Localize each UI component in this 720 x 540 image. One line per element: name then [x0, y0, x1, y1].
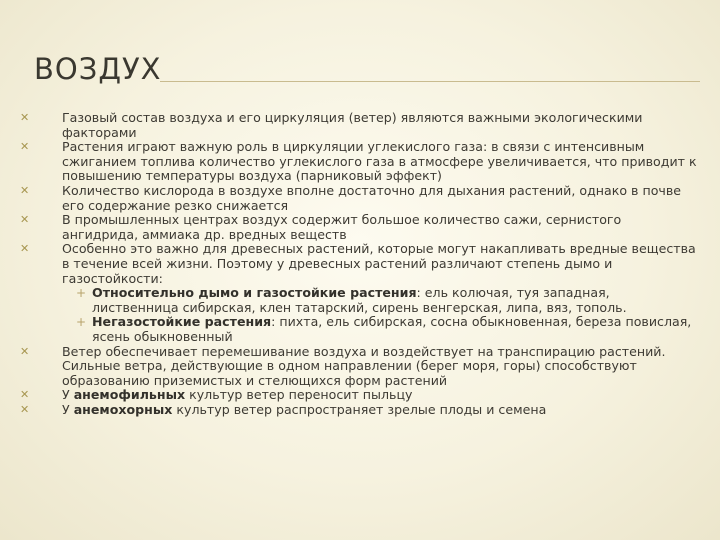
plus-bullet-icon: + [76, 286, 87, 301]
list-item-text: Газовый состав воздуха и его циркуляция (ветер) являются важными экологическими факторами [62, 110, 643, 140]
slide-title: ВОЗДУХ [34, 52, 162, 86]
list-item [20, 140, 700, 184]
list-item-prefix: У [62, 401, 74, 417]
list-item-text: Растения играют важную роль в циркуляции углекислого газа: в связи с интенсивным сжиганием топлива количество углекислого газа в атмосфере увеличивается, что приводит к повышению температуры воздуха (парниковый эффект) [62, 139, 697, 184]
list-item-text: Ветер обеспечивает перемешивание воздуха и воздействует на транспирацию растений. Сильные ветра, действующие в одном направлении (берег моря, горы) способствуют образованию приземистых и стелющихся форм растений [62, 343, 666, 388]
list-item-text: Количество кислорода в воздухе вполне достаточно для дыхания растений, однако в почве его содержание резко снижается [62, 182, 682, 213]
sub-item-text: : пихта, ель сибирская, сосна обыкновенная, береза повислая, ясень обыкновенный [92, 314, 692, 344]
list-item-text: Особенно это важно для древесных растений, которые могут накапливать вредные вещества в течение всей жизни. Поэтому у древесных растений различают степень дымо и газостойкости: [62, 241, 696, 286]
sub-item-heading: Относительно дымо и газостойкие растения [92, 285, 417, 301]
sub-item-text: : ель колючая, туя западная, лиственница сибирская, клен татарский, сирень венгерская, липа, вяз, тополь. [92, 285, 627, 315]
title-underline [160, 81, 700, 82]
sub-list-item [20, 315, 700, 344]
cross-bullet-icon: ✕ [20, 140, 30, 154]
cross-bullet-icon: ✕ [20, 388, 30, 402]
bullet-list [20, 111, 700, 417]
list-item-text: культур ветер распространяет зрелые плоды и семена [172, 401, 547, 417]
list-item-prefix: У [62, 387, 74, 403]
plus-bullet-icon: + [76, 315, 87, 330]
sub-item-heading: Негазостойкие растения [92, 314, 272, 330]
list-item-term: анемофильных [73, 387, 186, 403]
list-item [20, 403, 700, 418]
list-item-text: В промышленных центрах воздух содержит большое количество сажи, сернистого ангидрида, аммиака др. вредных веществ [62, 212, 622, 242]
list-item [20, 111, 700, 140]
cross-bullet-icon: ✕ [20, 344, 30, 358]
list-item [20, 388, 700, 403]
list-item [20, 345, 700, 389]
cross-bullet-icon: ✕ [20, 111, 30, 124]
cross-bullet-icon: ✕ [20, 183, 30, 197]
list-item [20, 242, 700, 286]
list-item [20, 213, 700, 242]
cross-bullet-icon: ✕ [20, 213, 30, 227]
cross-bullet-icon: ✕ [20, 402, 30, 416]
list-item [20, 184, 700, 213]
cross-bullet-icon: ✕ [20, 242, 30, 256]
list-item-term: анемохорных [73, 401, 173, 417]
list-item-text: культур ветер переносит пыльцу [185, 387, 413, 403]
sub-list-item [20, 286, 700, 315]
